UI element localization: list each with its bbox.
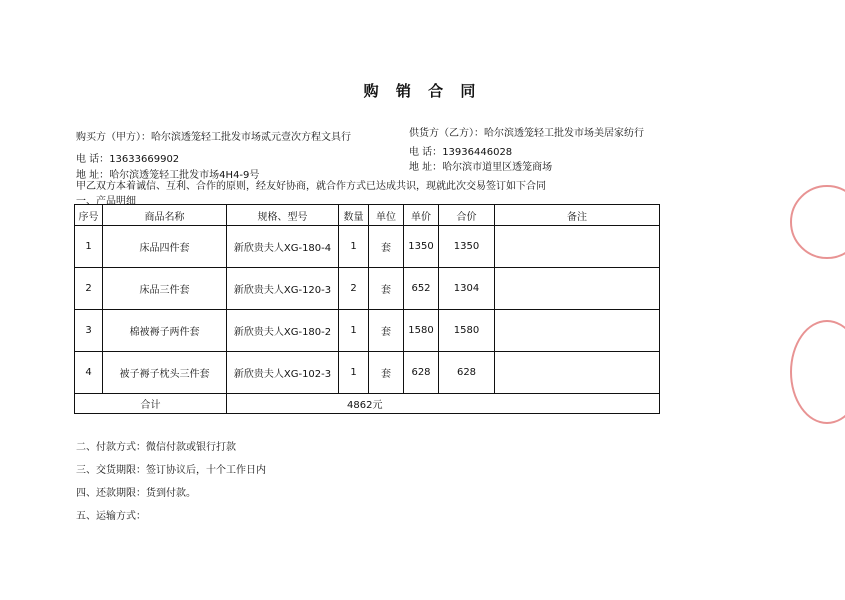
cell-note xyxy=(495,226,660,268)
cell-unit: 套 xyxy=(369,226,404,268)
header-unit: 单位 xyxy=(369,205,404,226)
header-note: 备注 xyxy=(495,205,660,226)
cell-note xyxy=(495,310,660,352)
cell-note xyxy=(495,268,660,310)
cell-qty: 1 xyxy=(339,352,369,394)
section-1-heading: 一、产品明细 xyxy=(76,196,136,207)
cell-amount: 1304 xyxy=(439,268,495,310)
seller-line xyxy=(409,124,644,139)
cell-price: 1350 xyxy=(404,226,439,268)
header-no: 序号 xyxy=(75,205,103,226)
header-qty: 数量 xyxy=(339,205,369,226)
cell-amount: 628 xyxy=(439,352,495,394)
page-title: 购 销 合 同 xyxy=(363,82,482,100)
cell-spec: 新欣贵夫人XG-180-2 xyxy=(227,310,339,352)
cell-price: 628 xyxy=(404,352,439,394)
table-row xyxy=(75,226,660,268)
seller-addr-line xyxy=(409,158,552,173)
cell-qty: 1 xyxy=(339,226,369,268)
cell-no: 2 xyxy=(75,268,103,310)
product-table xyxy=(74,204,660,414)
table-row xyxy=(75,310,660,352)
cell-spec: 新欣贵夫人XG-120-3 xyxy=(227,268,339,310)
cell-amount: 1580 xyxy=(439,310,495,352)
header-name: 商品名称 xyxy=(103,205,227,226)
table-row xyxy=(75,352,660,394)
intro-text: 甲乙双方本着诚信、互利、合作的原则，经友好协商，就合作方式已达成共识，现就此次交易签订如下合同 xyxy=(76,181,546,192)
buyer-phone-line xyxy=(76,150,179,165)
cell-unit: 套 xyxy=(369,268,404,310)
section-3-text: 三、交货期限：签订协议后，十个工作日内 xyxy=(76,465,266,476)
cell-note xyxy=(495,352,660,394)
red-seal-stamp xyxy=(790,185,845,259)
seller-phone: 13936446028 xyxy=(442,147,513,158)
cell-qty: 1 xyxy=(339,310,369,352)
cell-no: 3 xyxy=(75,310,103,352)
buyer-phone: 13633669902 xyxy=(109,154,180,165)
cell-name: 棉被褥子两件套 xyxy=(103,310,227,352)
seller-addr-label: 地 址： xyxy=(409,162,443,173)
table-row xyxy=(75,268,660,310)
buyer-addr-label: 地 址： xyxy=(76,170,110,181)
total-value: 4862元 xyxy=(227,394,660,414)
section-4-text: 四、还款期限：货到付款。 xyxy=(76,488,196,499)
total-label: 合计 xyxy=(75,394,227,414)
cell-no: 4 xyxy=(75,352,103,394)
header-amount: 合价 xyxy=(439,205,495,226)
red-seal-stamp xyxy=(790,320,845,424)
section-2-text: 二、付款方式：微信付款或银行打款 xyxy=(76,442,236,453)
seller-name: 哈尔滨透笼轻工批发市场美居家纺行 xyxy=(484,128,644,139)
header-price: 单价 xyxy=(404,205,439,226)
cell-unit: 套 xyxy=(369,352,404,394)
section-5-text: 五、运输方式： xyxy=(76,511,146,522)
buyer-name: 哈尔滨透笼轻工批发市场贰元壹次方程文具行 xyxy=(151,132,351,143)
cell-amount: 1350 xyxy=(439,226,495,268)
cell-price: 1580 xyxy=(404,310,439,352)
cell-spec: 新欣贵夫人XG-102-3 xyxy=(227,352,339,394)
cell-no: 1 xyxy=(75,226,103,268)
header-spec: 规格、型号 xyxy=(227,205,339,226)
seller-phone-label: 电 话： xyxy=(409,147,443,158)
seller-phone-line xyxy=(409,143,512,158)
buyer-label: 购买方（甲方）： xyxy=(76,132,151,143)
cell-unit: 套 xyxy=(369,310,404,352)
cell-name: 床品四件套 xyxy=(103,226,227,268)
cell-name: 被子褥子枕头三件套 xyxy=(103,352,227,394)
cell-spec: 新欣贵夫人XG-180-4 xyxy=(227,226,339,268)
cell-price: 652 xyxy=(404,268,439,310)
buyer-line xyxy=(76,128,351,143)
cell-qty: 2 xyxy=(339,268,369,310)
cell-name: 床品三件套 xyxy=(103,268,227,310)
buyer-addr: 哈尔滨透笼轻工批发市场4H4-9号 xyxy=(109,170,260,181)
seller-addr: 哈尔滨市道里区透笼商场 xyxy=(442,162,553,173)
seller-label: 供货方（乙方）： xyxy=(409,128,484,139)
table-total-row xyxy=(75,394,660,414)
table-header-row xyxy=(75,205,660,226)
buyer-phone-label: 电 话： xyxy=(76,154,110,165)
